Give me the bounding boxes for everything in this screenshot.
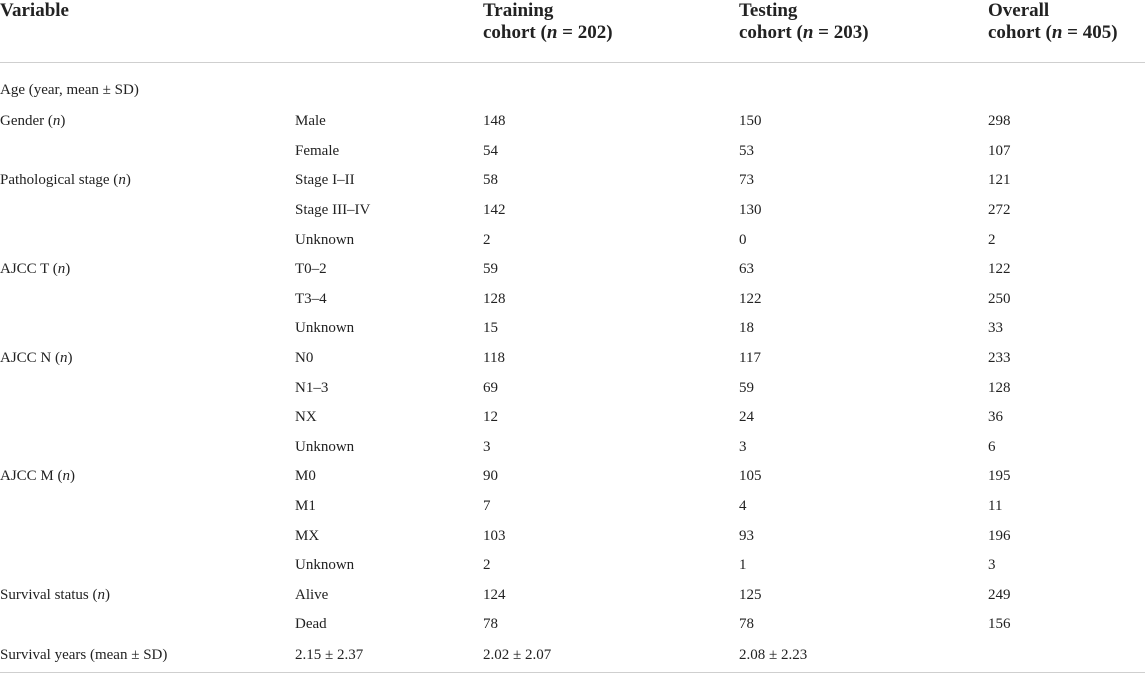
cell-testing: 53 [739, 142, 754, 159]
cell-variable: Age (year, mean ± SD) [0, 81, 139, 98]
cell-testing: 105 [739, 468, 762, 485]
cell-subcategory: M1 [295, 498, 316, 515]
cell-variable: Pathological stage (n) [0, 172, 131, 189]
table-row [0, 462, 1145, 492]
cell-training: 124 [483, 586, 506, 603]
cell-training: 12 [483, 409, 498, 426]
cell-subcategory: Unknown [295, 320, 355, 337]
cell-overall: 36 [988, 409, 1003, 426]
cell-overall: 250 [988, 290, 1011, 307]
table-row [0, 581, 1145, 611]
cell-variable [0, 521, 295, 551]
cell-overall: 156 [988, 616, 1011, 633]
cell-testing: 117 [739, 350, 761, 367]
cell-testing: 1 [739, 557, 747, 574]
cell-overall: 121 [988, 172, 1011, 189]
cell-variable [0, 551, 295, 581]
cell-testing: 78 [739, 616, 754, 633]
table-row [0, 403, 1145, 433]
table-row [0, 314, 1145, 344]
cell-overall: 128 [988, 379, 1011, 396]
cell-subcategory: Stage I–II [295, 172, 355, 189]
cell-overall [988, 640, 1145, 673]
table-row [0, 521, 1145, 551]
cell-variable [0, 137, 295, 167]
cell-testing: 0 [739, 231, 747, 248]
table-row [0, 107, 1145, 137]
table-row [0, 255, 1145, 285]
table-row [0, 344, 1145, 374]
cell-subcategory: N0 [295, 350, 314, 367]
cell-subcategory: M0 [295, 468, 316, 485]
header-overall-line2: cohort (n = 405) [988, 22, 1118, 43]
table-row [0, 285, 1145, 315]
cell-variable: AJCC N (n) [0, 350, 73, 367]
table-row [0, 137, 1145, 167]
header-testing [739, 0, 988, 63]
cell-testing [739, 63, 988, 108]
cell-variable: Survival status (n) [0, 586, 110, 603]
cell-overall: 195 [988, 468, 1011, 485]
table-row [0, 166, 1145, 196]
cell-overall: 122 [988, 261, 1011, 278]
header-variable-label: Variable [0, 0, 69, 21]
cell-overall: 2 [988, 231, 996, 248]
cell-overall [988, 63, 1145, 108]
cell-subcategory: Female [295, 142, 340, 159]
cell-variable [0, 285, 295, 315]
cell-testing: 130 [739, 202, 762, 219]
table-row [0, 492, 1145, 522]
cell-overall: 33 [988, 320, 1003, 337]
cell-variable: Survival years (mean ± SD) [0, 640, 295, 673]
cell-testing: 93 [739, 527, 754, 544]
cell-testing: 59 [739, 379, 754, 396]
cell-training: 69 [483, 379, 498, 396]
cell-subcategory: Unknown [295, 557, 355, 574]
table-row [0, 225, 1145, 255]
cell-variable [0, 314, 295, 344]
cell-training: 7 [483, 498, 491, 515]
header-row [0, 0, 1145, 63]
cell-training: 58 [483, 172, 498, 189]
cell-training: 90 [483, 468, 498, 485]
cell-training: 103 [483, 527, 506, 544]
cell-testing: 73 [739, 172, 754, 189]
cell-training: 2.02 ± 2.07 [483, 640, 739, 673]
cell-training: 54 [483, 142, 498, 159]
cell-overall: 249 [988, 586, 1011, 603]
cell-testing: 122 [739, 290, 762, 307]
cell-variable: AJCC M (n) [0, 468, 76, 485]
header-subcategory [295, 0, 483, 63]
table-header [0, 0, 1145, 63]
table-row [0, 196, 1145, 226]
cell-variable [0, 610, 295, 640]
cell-overall: 272 [988, 202, 1011, 219]
cell-testing: 18 [739, 320, 754, 337]
header-overall [988, 0, 1145, 63]
cell-testing: 63 [739, 261, 754, 278]
cell-training [483, 63, 739, 108]
cell-training: 148 [483, 113, 506, 130]
header-overall-line1: Overall [988, 0, 1050, 21]
cell-variable: AJCC T (n) [0, 261, 71, 278]
table-body [0, 63, 1145, 673]
cell-variable [0, 403, 295, 433]
cell-subcategory: N1–3 [295, 379, 329, 396]
cell-subcategory: Stage III–IV [295, 202, 371, 219]
cell-variable: Gender (n) [0, 113, 66, 130]
cell-subcategory: MX [295, 527, 320, 544]
cell-variable [0, 492, 295, 522]
cell-overall: 233 [988, 350, 1011, 367]
cell-variable [0, 373, 295, 403]
cell-training: 59 [483, 261, 498, 278]
table-row [0, 63, 1145, 108]
cell-training: 2 [483, 557, 491, 574]
table-row [0, 433, 1145, 463]
cell-subcategory: NX [295, 409, 317, 426]
cell-testing: 3 [739, 438, 747, 455]
header-training-line2: cohort (n = 202) [483, 22, 613, 43]
cell-subcategory: Dead [295, 616, 327, 633]
table-row [0, 610, 1145, 640]
cell-subcategory: Alive [295, 586, 329, 603]
cell-variable [0, 225, 295, 255]
header-testing-line1: Testing [739, 0, 798, 21]
cell-testing: 125 [739, 586, 762, 603]
header-testing-line2: cohort (n = 203) [739, 22, 869, 43]
cell-training: 15 [483, 320, 498, 337]
cell-variable [0, 433, 295, 463]
cell-subcategory: Unknown [295, 438, 355, 455]
cell-subcategory: 2.15 ± 2.37 [295, 640, 483, 673]
cell-testing: 2.08 ± 2.23 [739, 640, 988, 673]
header-training-line1: Training [483, 0, 554, 21]
cell-overall: 196 [988, 527, 1011, 544]
cell-testing: 150 [739, 113, 762, 130]
header-training [483, 0, 739, 63]
cell-variable [0, 196, 295, 226]
cell-subcategory: Unknown [295, 231, 355, 248]
cell-subcategory: T0–2 [295, 261, 327, 278]
cell-testing: 4 [739, 498, 747, 515]
cell-training: 78 [483, 616, 498, 633]
header-variable [0, 0, 295, 63]
cell-overall: 298 [988, 113, 1011, 130]
cell-subcategory: Male [295, 113, 326, 130]
cell-overall: 107 [988, 142, 1011, 159]
cell-subcategory: T3–4 [295, 290, 327, 307]
cell-overall: 6 [988, 438, 996, 455]
cell-training: 2 [483, 231, 491, 248]
cell-subcategory [295, 63, 483, 108]
cell-training: 142 [483, 202, 506, 219]
cell-overall: 3 [988, 557, 996, 574]
table-row [0, 551, 1145, 581]
cell-training: 118 [483, 350, 505, 367]
cell-training: 3 [483, 438, 491, 455]
cell-training: 128 [483, 290, 506, 307]
table-row [0, 640, 1145, 673]
table-row [0, 373, 1145, 403]
cell-overall: 11 [988, 498, 1003, 515]
cell-testing: 24 [739, 409, 754, 426]
